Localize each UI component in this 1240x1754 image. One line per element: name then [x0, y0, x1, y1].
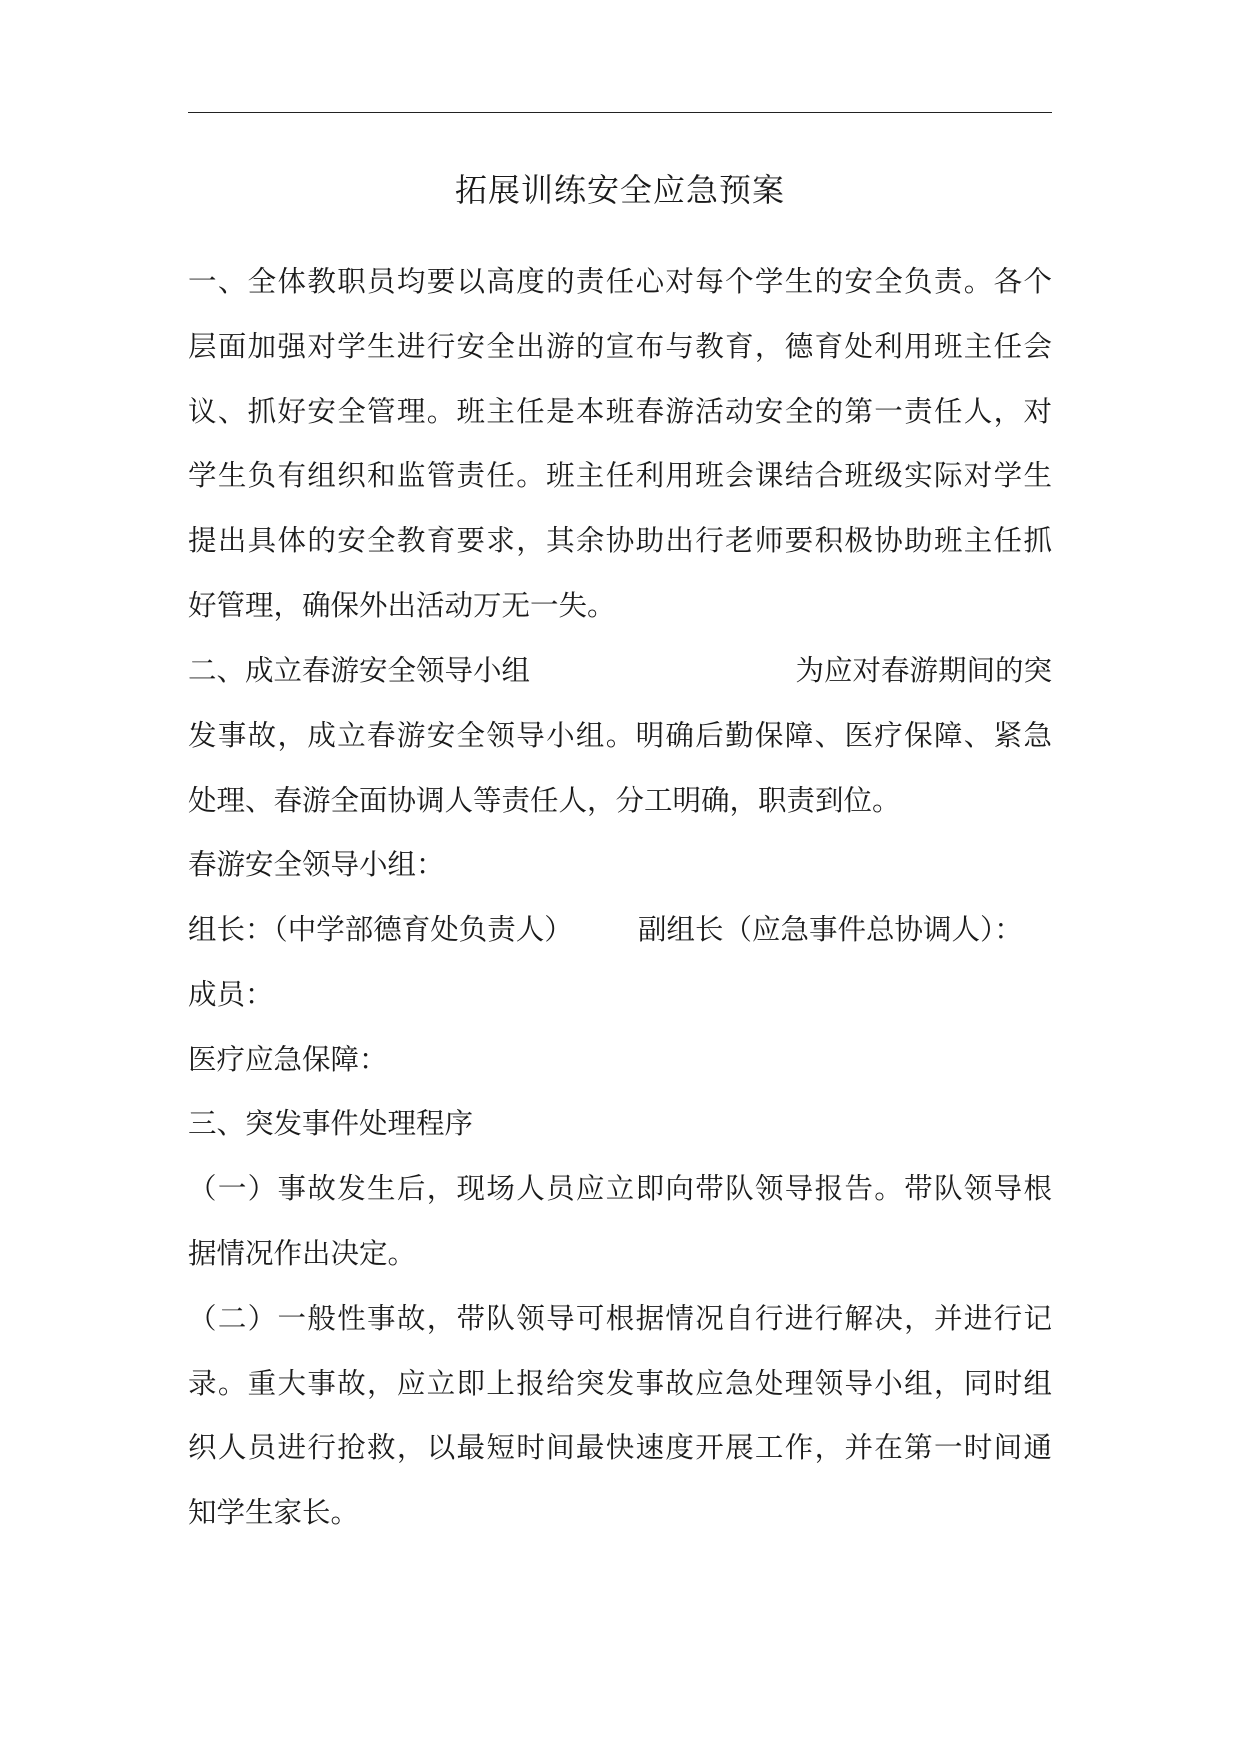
section3-item2-line: 知学生家长。: [188, 1496, 360, 1529]
section1-line: 提出具体的安全教育要求，其余协助出行老师要积极协助班主任抓: [188, 524, 1052, 557]
section2-heading-row: [188, 651, 1052, 691]
section1-line: 好管理，确保外出活动万无一失。: [188, 589, 616, 622]
section3-item2-line: 录。重大事故，应立即上报给突发事故应急处理领导小组，同时组: [188, 1367, 1052, 1400]
document-title: 拓展训练安全应急预案: [454, 171, 785, 209]
section1-line: 学生负有组织和监管责任。班主任利用班会课结合班级实际对学生: [188, 459, 1052, 492]
section3-item2-line: 织人员进行抢救，以最短时间最快速度开展工作，并在第一时间通: [188, 1431, 1052, 1464]
section2-heading-tail: 为应对春游期间的突: [795, 654, 1052, 687]
section1-line: 议、抓好安全管理。班主任是本班春游活动安全的第一责任人，对: [188, 395, 1052, 428]
deputy-role: 副组长（应急事件总协调人）：: [638, 913, 1023, 946]
header-rule: [188, 112, 1052, 113]
members-label: 成员：: [188, 978, 274, 1011]
leadership-roles-row: [188, 910, 1052, 950]
medical-support-label: 医疗应急保障：: [188, 1043, 388, 1076]
section1-line: 一、全体教职员均要以高度的责任心对每个学生的安全负责。各个: [188, 265, 1052, 298]
section1-line: 层面加强对学生进行安全出游的宣布与教育，德育处利用班主任会: [188, 330, 1052, 363]
section2-line: 处理、春游全面协调人等责任人，分工明确，职责到位。: [188, 784, 901, 817]
section3-item2-line: （二）一般性事故，带队领导可根据情况自行进行解决，并进行记: [188, 1302, 1052, 1335]
section3-item1-line: 据情况作出决定。: [188, 1237, 417, 1270]
section2-line: 发事故，成立春游安全领导小组。明确后勤保障、医疗保障、紧急: [188, 719, 1052, 752]
section3-heading: 三、突发事件处理程序: [188, 1107, 474, 1140]
section2-heading: 二、成立春游安全领导小组: [188, 654, 531, 687]
section3-item1-line: （一）事故发生后，现场人员应立即向带队领导报告。带队领导根: [188, 1172, 1052, 1205]
leader-role: 组长：（中学部德育处负责人）: [188, 913, 573, 946]
leadership-group-label: 春游安全领导小组：: [188, 848, 445, 881]
